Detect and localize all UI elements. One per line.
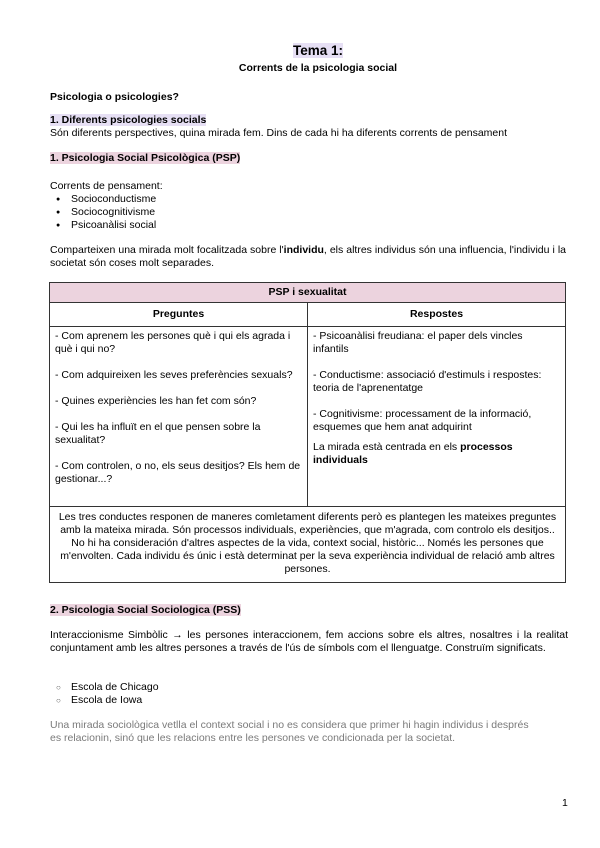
questions-cell xyxy=(50,327,308,507)
question: - Com adquireixen les seves preferències sexuals? xyxy=(55,369,293,381)
section-pss-heading: 2. Psicologia Social Sociologica (PSS) xyxy=(50,604,241,616)
intro-heading: Psicologia o psicologies? xyxy=(50,91,179,103)
pss-note: Una mirada sociològica vetlla el context social i no es considera que primer hi hagin individus i després es relacionin, sinó que les relacions entre les persones ve condicionada per la societat. xyxy=(50,719,529,744)
list-item: ○ Escola de Chicago xyxy=(50,681,159,694)
column-header-respostes: Respostes xyxy=(308,303,566,327)
page-subtitle: Corrents de la psicologia social xyxy=(238,62,398,74)
page-title: Tema 1: xyxy=(292,43,344,58)
table-title: PSP i sexualitat xyxy=(50,283,566,303)
section-psp-heading: 1. Psicologia Social Psicològica (PSP) xyxy=(50,152,241,164)
answers-cell xyxy=(308,327,566,507)
list-item: ● Sociocognitivisme xyxy=(50,206,156,219)
answer: - Cognitivisme: processament de la informació, esquemes que hem anat adquirint xyxy=(313,408,532,433)
psp-sexualitat-table xyxy=(49,282,566,583)
question: - Qui les ha influït en el que pensen sobre la sexualitat? xyxy=(55,421,261,446)
question: - Com aprenem les persones què i qui els agrada i què i qui no? xyxy=(55,330,291,355)
list-item: ● Socioconductisme xyxy=(50,193,156,206)
question: - Com controlen, o no, els seus desitjos? Els hem de gestionar...? xyxy=(55,460,301,485)
answer: - Psicoanàlisi freudiana: el paper dels vincles infantils xyxy=(313,330,523,355)
answer: - Conductisme: associació d'estimuls i respostes: teoria de l'aprenentatge xyxy=(313,369,542,394)
pss-schools-list xyxy=(50,681,159,707)
page-number: 1 xyxy=(562,797,568,809)
answer-conclusion: La mirada està centrada en els processos individuals xyxy=(313,441,513,466)
psp-currents-list xyxy=(50,193,156,232)
psp-list-label: Corrents de pensament: xyxy=(50,180,163,192)
table-footer-note: Les tres conductes responen de maneres comletament diferents però es plantegen les mateixes preguntes amb la mateixa mirada. Són processos individuals, experiències, que m'agrada, com controlo els desitjos.. No hi ha consideración d'altres aspectes de la vida, context social, històric... Només les persones que m'envolten. Cada individu és únic i està determinat per la seva experiència individual de relació amb altres persones. xyxy=(50,507,566,583)
pss-paragraph: Interaccionisme Simbòlic → les persones interaccionem, fem accions sobre els altres, nosaltres i la realitat conjuntament amb les altres persones a través de l'ús de símbols com el llenguatge. Construïm significats. xyxy=(50,629,568,654)
list-item: ● Psicoanàlisi social xyxy=(50,219,156,232)
section-diferents-text: Són diferents perspectives, quina mirada fem. Dins de cada hi ha diferents corrents de pensament xyxy=(50,127,508,139)
column-header-preguntes: Preguntes xyxy=(50,303,308,327)
section-diferents-heading: 1. Diferents psicologies socials xyxy=(50,114,207,126)
psp-paragraph: Comparteixen una mirada molt focalitzada sobre l'individu, els altres individus són una influencia, l'individu i la societat són coses molt separades. xyxy=(50,244,566,269)
list-item: ○ Escola de Iowa xyxy=(50,694,159,707)
question: - Quines experiències les han fet com són? xyxy=(55,395,257,407)
